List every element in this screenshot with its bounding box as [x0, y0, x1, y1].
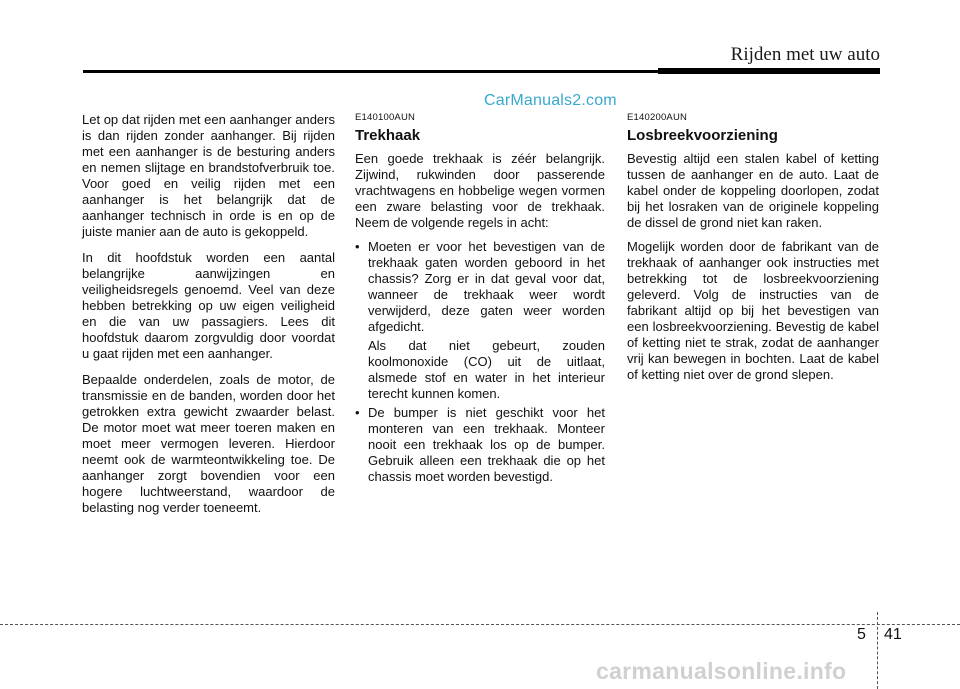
header-rule — [83, 70, 658, 73]
bullet-icon: • — [355, 239, 360, 254]
column-3 — [627, 112, 879, 391]
list-item-extra: Als dat niet gebeurt, zouden koolmonoxide (CO) uit de uitlaat, alsmede stof en water in het interieur terecht kunnen komen. — [368, 338, 605, 401]
paragraph: In dit hoofdstuk worden een aantal belangrijke aanwijzingen en veiligheidsregels genoemd. Veel van deze hebben betrekking op uw eigen veiligheid en die van uw passagiers. Lees dit hoofdstuk daarom zorgvuldig door voordat u gaat rijden met een aanhanger. — [82, 250, 335, 361]
page-divider — [877, 612, 878, 689]
list-item-text: Moeten er voor het bevestigen van de trekhaak gaten worden geboord in het chassis? Zorg er in dat geval voor dat, wanneer de trekhaak weer wordt verwijderd, deze gaten weer worden afgedicht. — [368, 239, 605, 334]
section-heading: Trekhaak — [355, 127, 421, 144]
paragraph: Bepaalde onderdelen, zoals de motor, de transmissie en de banden, worden door het getrokken extra gewicht zwaarder belast. De motor moet wat meer toeren maken en moet meer vermogen leveren. Hierdoor neemt ook de warmteontwikkeling toe. De aanhanger zorgt bovendien voor een hogere luchtweerstand, waardoor de belasting nog verder toeneemt. — [82, 372, 335, 515]
bullet-list — [355, 239, 605, 485]
paragraph: Mogelijk worden door de fabrikant van de trekhaak of aanhanger ook instructies met betrekking tot de losbreekvoorziening geleverd. Volg de instructies van de fabrikant altijd op bij het bevestigen van een losbreekvoorziening. Bevestig de kabel of ketting niet te strak, zodat de aanhanger vrij kan bewegen in bochten. Laat de kabel of ketting niet over de grond slepen. — [627, 239, 879, 382]
header-rule-thick — [658, 68, 880, 74]
column-1 — [82, 112, 335, 526]
watermark-top[interactable]: CarManuals2.com — [484, 92, 617, 109]
bullet-icon: • — [355, 405, 360, 420]
column-2 — [355, 112, 605, 488]
paragraph: Bevestig altijd een stalen kabel of ketting tussen de aanhanger en de auto. Laat de kabel onder de koppeling doorlopen, zodat bij het losraken van de originele koppeling de dissel de grond niet kan raken. — [627, 151, 879, 230]
paragraph: Let op dat rijden met een aanhanger anders is dan rijden zonder aanhanger. Bij rijden met een aanhanger is de besturing anders en nemen slijtage en brandstofverbruik toe. Voor goed en veilig rijden met een aanhanger is het belangrijk dat de aanhanger technisch in orde is en op de juiste manier aan de auto is gekoppeld. — [82, 112, 335, 239]
chapter-number: 5 — [857, 626, 866, 643]
paragraph: Een goede trekhaak is zéér belangrijk. Zijwind, rukwinden door passerende vrachtwagens en hobbelige wegen vormen een zware belasting voor de trekhaak. Neem de volgende regels in acht: — [355, 151, 605, 230]
section-code: E140100AUN — [355, 112, 416, 123]
watermark-bottom[interactable]: carmanualsonline.info — [596, 658, 847, 684]
list-item — [355, 239, 605, 402]
list-item-text: De bumper is niet geschikt voor het monteren van een trekhaak. Monteer nooit een trekhaak los op de bumper. Gebruik alleen een trekhaak die op het chassis moet worden bevestigd. — [368, 405, 605, 484]
list-item — [355, 405, 605, 485]
section-code: E140200AUN — [627, 112, 688, 123]
page-number: 41 — [884, 626, 902, 643]
section-title: Rijden met uw auto — [730, 44, 880, 65]
section-heading: Losbreekvoorziening — [627, 127, 778, 144]
footer-rule — [0, 624, 960, 625]
